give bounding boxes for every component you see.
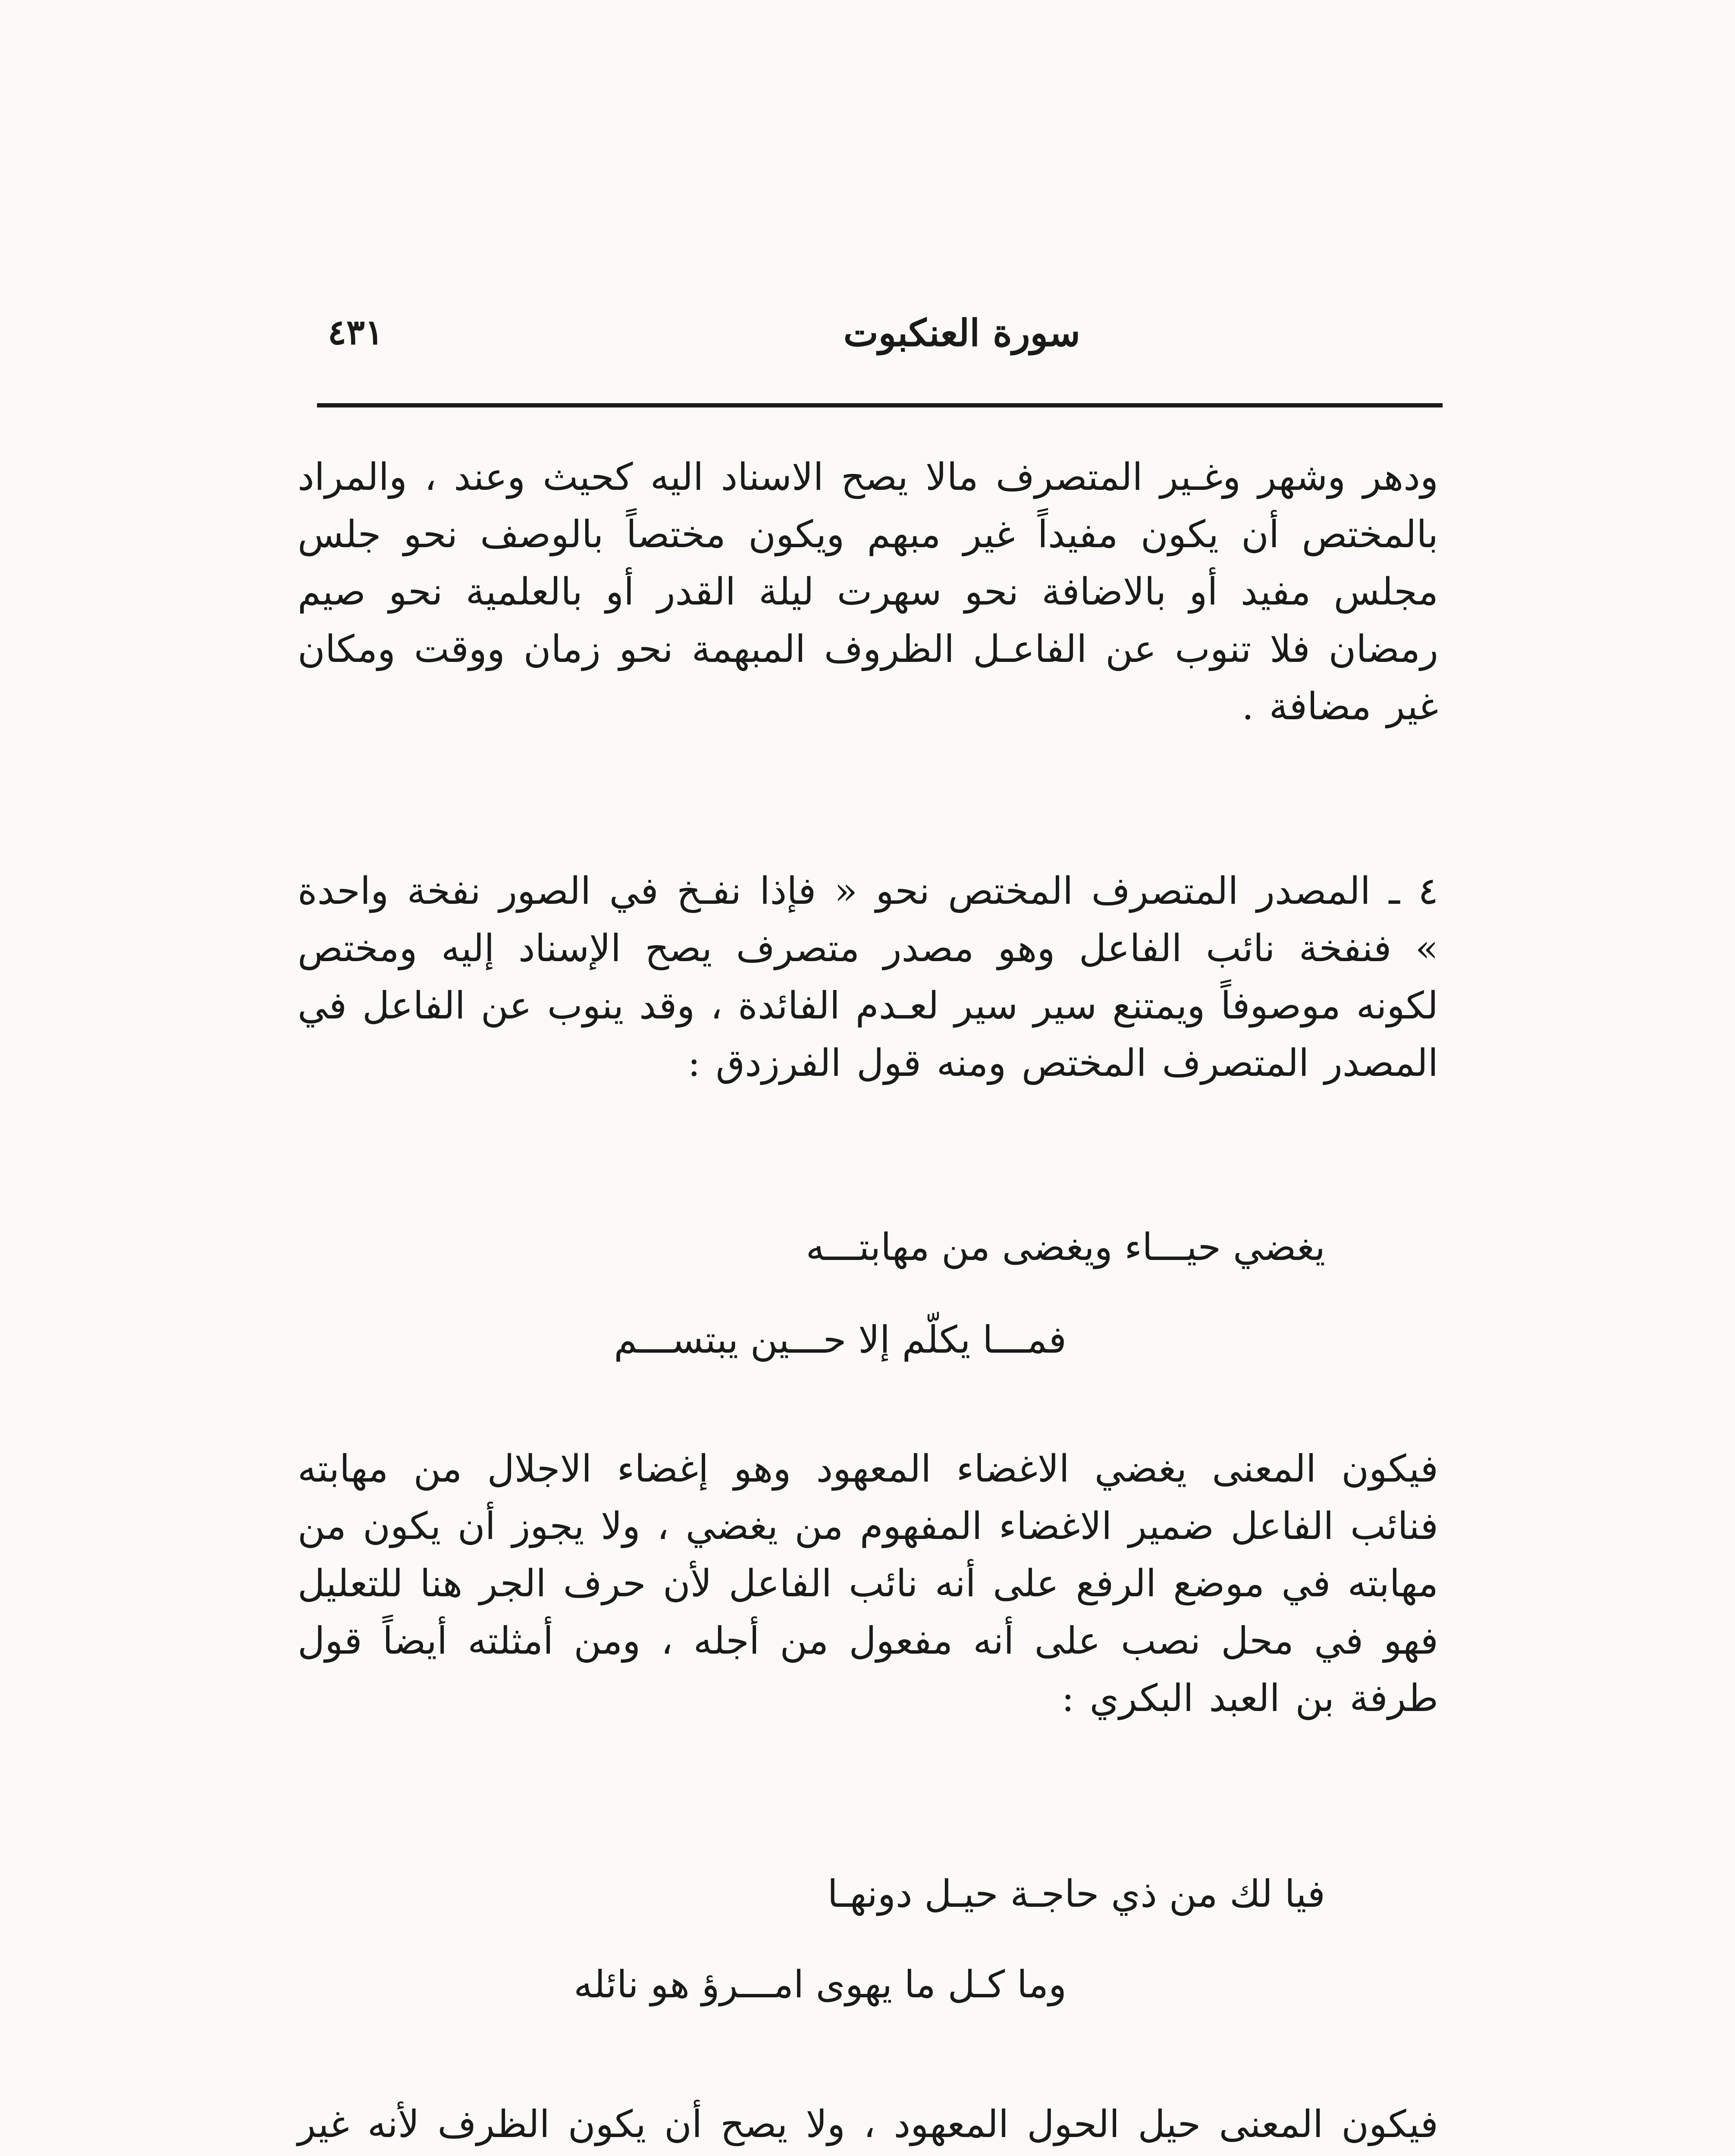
page-number: ٤٣١ [328,312,383,352]
chapter-title: سورة العنكبوت [843,311,1080,355]
verse-line: وما كـل ما يهوى امـــرؤ هو نائله [574,1962,1067,2006]
verse-line: يغضي حيـــاء ويغضى من مهابتـــه [806,1225,1325,1269]
verse-line: فمـــا يكلّم إلا حـــين يبتســـم [614,1318,1067,1362]
verse-line: فيا لك من ذي حاجـة حيـل دونهـا [827,1872,1325,1916]
page-header [317,298,1443,375]
paragraph: ٤ ـ المصدر المتصرف المختص نحو « فإذا نفـخ في الصور نفخة واحدة » فنفخة نائب الفاعل وهو مصدر متصرف يصح الإسناد إليه ومختص لكونه موصوفاً ويمتنع سير سير لعـدم الفائدة ، وقد ينوب عن الفاعل في المصدر المتصرف المختص ومنه قول الفرزدق : [298,869,1438,1085]
paragraph: فيكون المعنى حيل الحول المعهود ، ولا يصح أن يكون الظرف لأنه غير [298,2102,1438,2146]
paragraph: فيكون المعنى يغضي الاغضاء المعهود وهو إغضاء الاجلال من مهابته فنائب الفاعل ضمير الاغضاء المفهوم من يغضي ، ولا يجوز أن يكون من مهابته في موضع الرفع على أنه نائب الفاعل لأن حرف الجر هنا للتعليل فهو في محل نصب على أنه مفعول من أجله ، ومن أمثلته أيضاً قول طرفة بن العبد البكري : [298,1447,1438,1720]
header-divider [317,403,1443,407]
paragraph: ودهر وشهر وغـير المتصرف مالا يصح الاسناد اليه كحيث وعند ، والمراد بالمختص أن يكون مفيداً غير مبهم ويكون مختصاً بالوصف نحو جلس مجلس مفيد أو بالاضافة نحو سهرت ليلة القدر أو بالعلمية نحو صيم رمضان فلا تنوب عن الفاعـل الظروف المبهمة نحو زمان ووقت ومكان غير مضافة . [298,455,1438,729]
